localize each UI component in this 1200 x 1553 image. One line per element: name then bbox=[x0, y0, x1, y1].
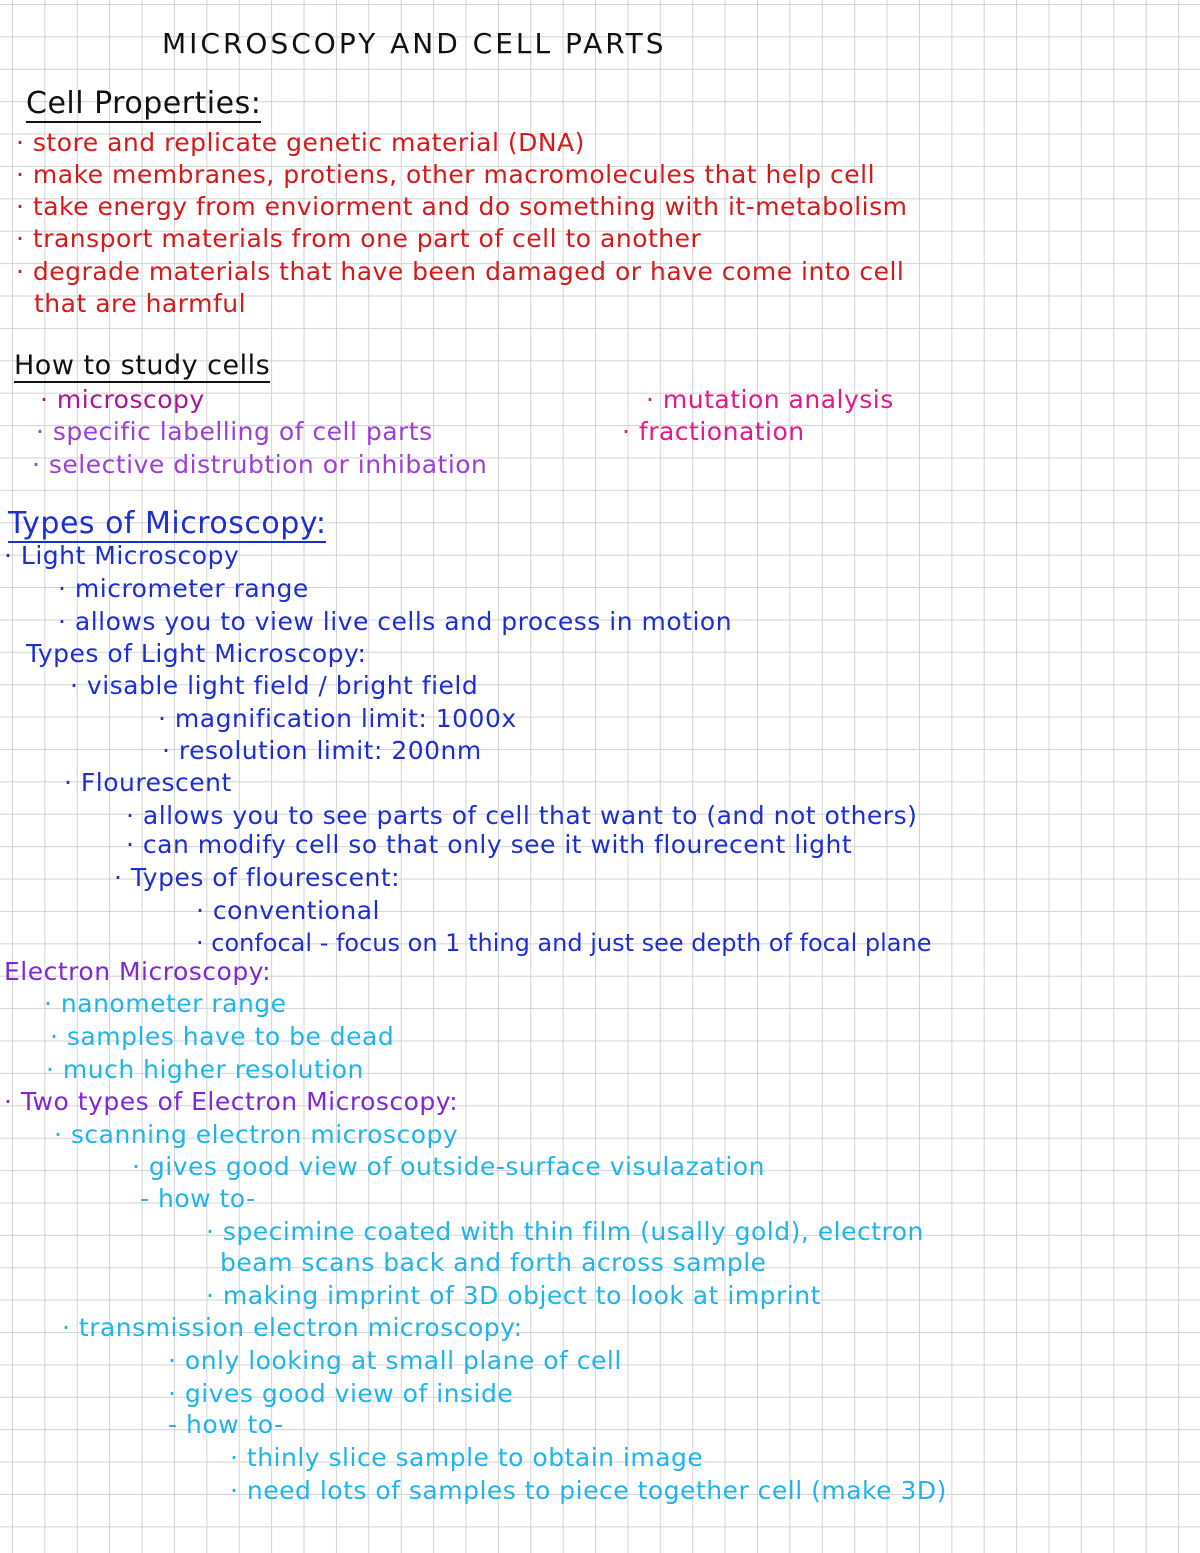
transmission-subitem-text: gives good view of inside bbox=[184, 1379, 514, 1408]
transmission-howto-text: thinly slice sample to obtain image bbox=[246, 1443, 704, 1472]
study-method-item: · fractionation bbox=[622, 417, 805, 446]
study-cells-heading-text: How to study cells bbox=[14, 350, 271, 381]
flourescent-subitem: · can modify cell so that only see it with flourecent light bbox=[126, 830, 853, 859]
scanning-subitem: · gives good view of outside-surface visulazation bbox=[132, 1152, 765, 1181]
study-method-text: mutation analysis bbox=[662, 385, 894, 414]
scanning-howto-text: specimine coated with thin film (usally gold), electron bbox=[222, 1217, 924, 1246]
electron-microscopy-title: Electron Microscopy: bbox=[4, 957, 272, 986]
cell-property-item: · make membranes, protiens, other macromolecules that help cell bbox=[16, 160, 876, 189]
electron-types-heading-text: Two types of Electron Microscopy: bbox=[20, 1087, 459, 1116]
scanning-subitem: - how to- bbox=[140, 1184, 256, 1213]
light-types-heading: Types of Light Microscopy: bbox=[26, 639, 367, 668]
light-microscopy-item: · micrometer range bbox=[58, 574, 309, 603]
visible-light-item: · visable light field / bright field bbox=[70, 671, 479, 700]
electron-types-heading: · Two types of Electron Microscopy: bbox=[4, 1087, 459, 1116]
cell-property-item-continued: that are harmful bbox=[34, 289, 247, 318]
transmission-item: · transmission electron microscopy: bbox=[62, 1313, 523, 1342]
microscopy-heading-text: Types of Microscopy: bbox=[8, 506, 327, 541]
scanning-howto-item-continued: beam scans back and forth across sample bbox=[220, 1248, 767, 1277]
visible-light-text: visable light field / bright field bbox=[86, 671, 479, 700]
transmission-subitem: · gives good view of inside bbox=[168, 1379, 514, 1408]
scanning-text: scanning electron microscopy bbox=[70, 1120, 459, 1149]
study-method-text: selective distrubtion or inhibation bbox=[48, 450, 488, 479]
flourescent-type-text: confocal - focus on 1 thing and just see depth of focal plane bbox=[211, 929, 932, 957]
flourescent-type-text: conventional bbox=[212, 896, 380, 925]
scanning-subitem-text: how to- bbox=[157, 1184, 256, 1213]
cell-property-text: degrade materials that have been damaged or have come into cell bbox=[32, 257, 905, 286]
light-microscopy-item-text: allows you to view live cells and process in motion bbox=[74, 607, 733, 636]
visible-light-subitem: · resolution limit: 200nm bbox=[162, 736, 482, 765]
scanning-howto-text: making imprint of 3D object to look at imprint bbox=[222, 1281, 821, 1310]
study-method-item: · specific labelling of cell parts bbox=[36, 417, 433, 446]
page-title: MICROSCOPY AND CELL PARTS bbox=[162, 27, 667, 60]
cell-property-text: take energy from enviorment and do something with it-metabolism bbox=[32, 192, 908, 221]
study-method-text: fractionation bbox=[638, 417, 805, 446]
flourescent-text: Flourescent bbox=[80, 768, 232, 797]
cell-properties-heading-text: Cell Properties: bbox=[26, 86, 262, 121]
visible-light-subitem: · magnification limit: 1000x bbox=[158, 704, 517, 733]
flourescent-subitem-text: can modify cell so that only see it with flourecent light bbox=[142, 830, 853, 859]
flourescent-types-heading: · Types of flourescent: bbox=[114, 863, 401, 892]
electron-item-text: nanometer range bbox=[60, 989, 287, 1018]
flourescent-subitem-text: allows you to see parts of cell that want to (and not others) bbox=[142, 801, 918, 830]
light-microscopy-item: · allows you to view live cells and process in motion bbox=[58, 607, 733, 636]
scanning-howto-item: · specimine coated with thin film (usally gold), electron bbox=[206, 1217, 924, 1246]
transmission-subitem-text: only looking at small plane of cell bbox=[184, 1346, 622, 1375]
light-microscopy-title-text: Light Microscopy bbox=[20, 541, 240, 570]
electron-item-text: much higher resolution bbox=[62, 1055, 364, 1084]
study-method-item: · microscopy bbox=[40, 385, 205, 414]
transmission-text: transmission electron microscopy: bbox=[78, 1313, 523, 1342]
cell-property-text: make membranes, protiens, other macromolecules that help cell bbox=[32, 160, 876, 189]
cell-property-text: store and replicate genetic material (DNA) bbox=[32, 128, 585, 157]
study-cells-heading bbox=[14, 350, 270, 382]
cell-property-item: · store and replicate genetic material (DNA) bbox=[16, 128, 585, 157]
study-method-text: microscopy bbox=[56, 385, 205, 414]
transmission-subitem-text: how to- bbox=[185, 1410, 284, 1439]
light-microscopy-item-text: micrometer range bbox=[74, 574, 309, 603]
cell-property-item: · degrade materials that have been damaged or have come into cell bbox=[16, 257, 905, 286]
scanning-item: · scanning electron microscopy bbox=[54, 1120, 459, 1149]
light-microscopy-title: · Light Microscopy bbox=[4, 541, 240, 570]
electron-item-text: samples have to be dead bbox=[66, 1022, 395, 1051]
visible-light-subitem-text: resolution limit: 200nm bbox=[178, 736, 482, 765]
transmission-howto-text: need lots of samples to piece together cell (make 3D) bbox=[246, 1476, 947, 1505]
microscopy-heading bbox=[8, 508, 326, 540]
flourescent-types-heading-text: Types of flourescent: bbox=[130, 863, 401, 892]
transmission-subitem: · only looking at small plane of cell bbox=[168, 1346, 622, 1375]
scanning-howto-item: · making imprint of 3D object to look at imprint bbox=[206, 1281, 821, 1310]
study-method-item: · mutation analysis bbox=[646, 385, 894, 414]
flourescent-item: · Flourescent bbox=[64, 768, 232, 797]
cell-property-item: · transport materials from one part of cell to another bbox=[16, 224, 702, 253]
study-method-text: specific labelling of cell parts bbox=[52, 417, 433, 446]
transmission-subitem: - how to- bbox=[168, 1410, 284, 1439]
flourescent-type-item: · conventional bbox=[196, 896, 380, 925]
transmission-howto-item: · need lots of samples to piece together cell (make 3D) bbox=[230, 1476, 947, 1505]
cell-properties-heading bbox=[26, 88, 261, 120]
flourescent-subitem: · allows you to see parts of cell that want to (and not others) bbox=[126, 801, 918, 830]
scanning-subitem-text: gives good view of outside-surface visulazation bbox=[148, 1152, 765, 1181]
flourescent-type-item: · confocal - focus on 1 thing and just see depth of focal plane bbox=[196, 929, 932, 957]
cell-property-text: transport materials from one part of cell to another bbox=[32, 224, 702, 253]
electron-item: · nanometer range bbox=[44, 989, 287, 1018]
cell-property-item: · take energy from enviorment and do something with it-metabolism bbox=[16, 192, 908, 221]
study-method-item: · selective distrubtion or inhibation bbox=[32, 450, 488, 479]
electron-item: · samples have to be dead bbox=[50, 1022, 395, 1051]
transmission-howto-item: · thinly slice sample to obtain image bbox=[230, 1443, 704, 1472]
electron-item: · much higher resolution bbox=[46, 1055, 364, 1084]
visible-light-subitem-text: magnification limit: 1000x bbox=[174, 704, 517, 733]
